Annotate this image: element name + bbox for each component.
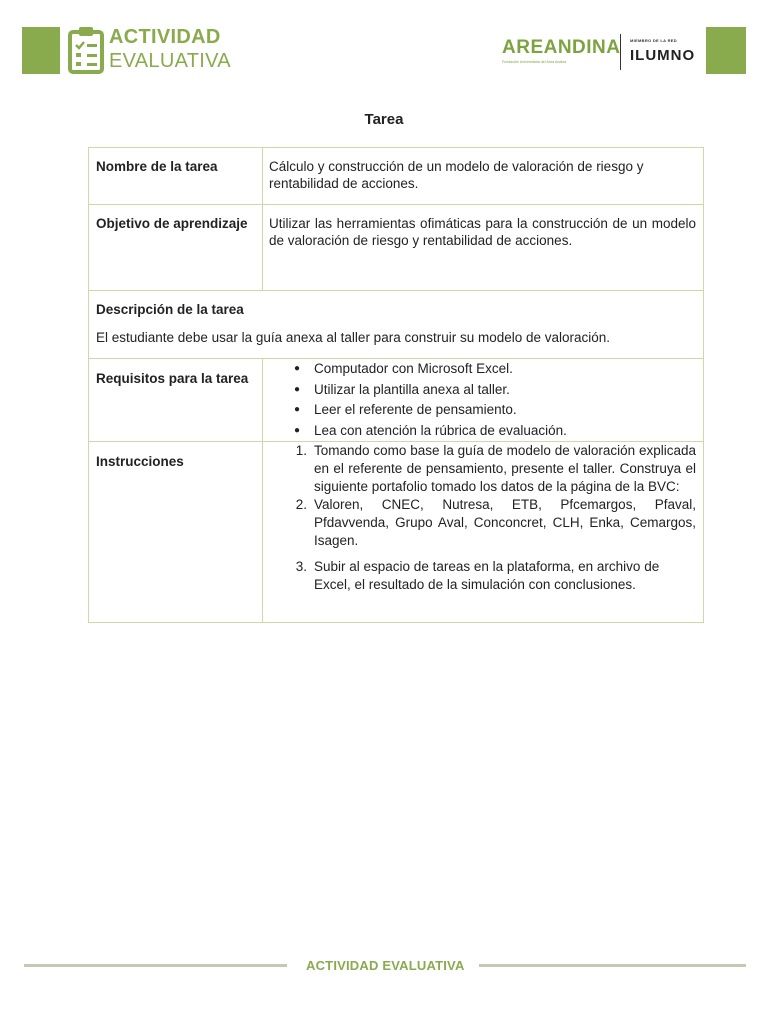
header-right-green-block: [706, 27, 746, 74]
table-row-nombre: [89, 148, 704, 205]
list-item: ● Leer el referente de pensamiento.: [269, 400, 696, 421]
step-number: 2.: [295, 497, 307, 512]
ilumno-logo-tagline: MIEMBRO DE LA RED: [630, 38, 677, 43]
footer-label: ACTIVIDAD EVALUATIVA: [306, 958, 465, 973]
footer-right-rule: [479, 964, 746, 967]
descripcion-label: Descripción de la tarea: [96, 302, 244, 317]
ilumno-logo: [630, 38, 695, 64]
instrucciones-label: Instrucciones: [89, 442, 263, 623]
table-row-descripcion: [89, 291, 704, 359]
descripcion-cell: [89, 291, 704, 359]
page-title: Tarea: [364, 111, 404, 128]
list-item: [269, 558, 696, 594]
objetivo-label: Objetivo de aprendizaje: [89, 205, 263, 291]
list-item: ● Computador con Microsoft Excel.: [269, 359, 696, 380]
areandina-logo-subtitle: Fundación Universitaria del Área Andina: [502, 60, 567, 64]
header-title: [109, 27, 231, 71]
instrucciones-list: [269, 442, 696, 594]
instrucciones-cell: [263, 442, 704, 623]
logo-divider: [620, 34, 621, 70]
footer-left-rule: [24, 964, 287, 967]
list-item: ● Utilizar la plantilla anexa al taller.: [269, 380, 696, 401]
list-item: [269, 442, 696, 496]
header-left-green-block: [22, 27, 60, 74]
ilumno-logo-name: ILUMNO: [630, 47, 696, 64]
requisitos-list: [269, 359, 696, 441]
step-number: 1.: [295, 443, 307, 458]
table-row-objetivo: [89, 205, 704, 291]
table-row-requisitos: [89, 359, 704, 442]
header-title-line2: EVALUATIVA: [109, 50, 231, 72]
list-item: [269, 496, 696, 550]
clipboard-checklist-icon: [68, 26, 104, 74]
header-title-line1: ACTIVIDAD: [109, 26, 221, 48]
requisitos-cell: [263, 359, 704, 442]
step-text: Tomando como base la guía de modelo de valoración explicada en el referente de pensamiento, presente el taller. Construya el siguiente portafolio tomado los datos de la página de la BVC:: [314, 443, 696, 494]
table-row-instrucciones: [89, 442, 704, 623]
objetivo-value: Utilizar las herramientas ofimáticas para la construcción de un modelo de valoración de riesgo y rentabilidad de acciones.: [263, 205, 704, 291]
task-table: [88, 147, 704, 623]
step-text: Subir al espacio de tareas en la plataforma, en archivo de Excel, el resultado de la simulación con conclusiones.: [314, 559, 660, 592]
descripcion-value: El estudiante debe usar la guía anexa al taller para construir su modelo de valoración.: [96, 330, 611, 345]
step-text: Valoren, CNEC, Nutresa, ETB, Pfcemargos, Pfaval, Pfdavvenda, Grupo Aval, Conconcret, CLH, Enka, Cemargos, Isagen.: [314, 497, 696, 548]
list-item: ● Lea con atención la rúbrica de evaluación.: [269, 421, 696, 442]
nombre-value: Cálculo y construcción de un modelo de valoración de riesgo y rentabilidad de acciones.: [263, 148, 704, 205]
step-number: 3.: [295, 559, 307, 574]
nombre-label: Nombre de la tarea: [89, 148, 263, 205]
areandina-logo: [502, 38, 621, 64]
requisitos-label: Requisitos para la tarea: [89, 359, 263, 442]
areandina-logo-name: AREANDINA: [502, 37, 621, 58]
